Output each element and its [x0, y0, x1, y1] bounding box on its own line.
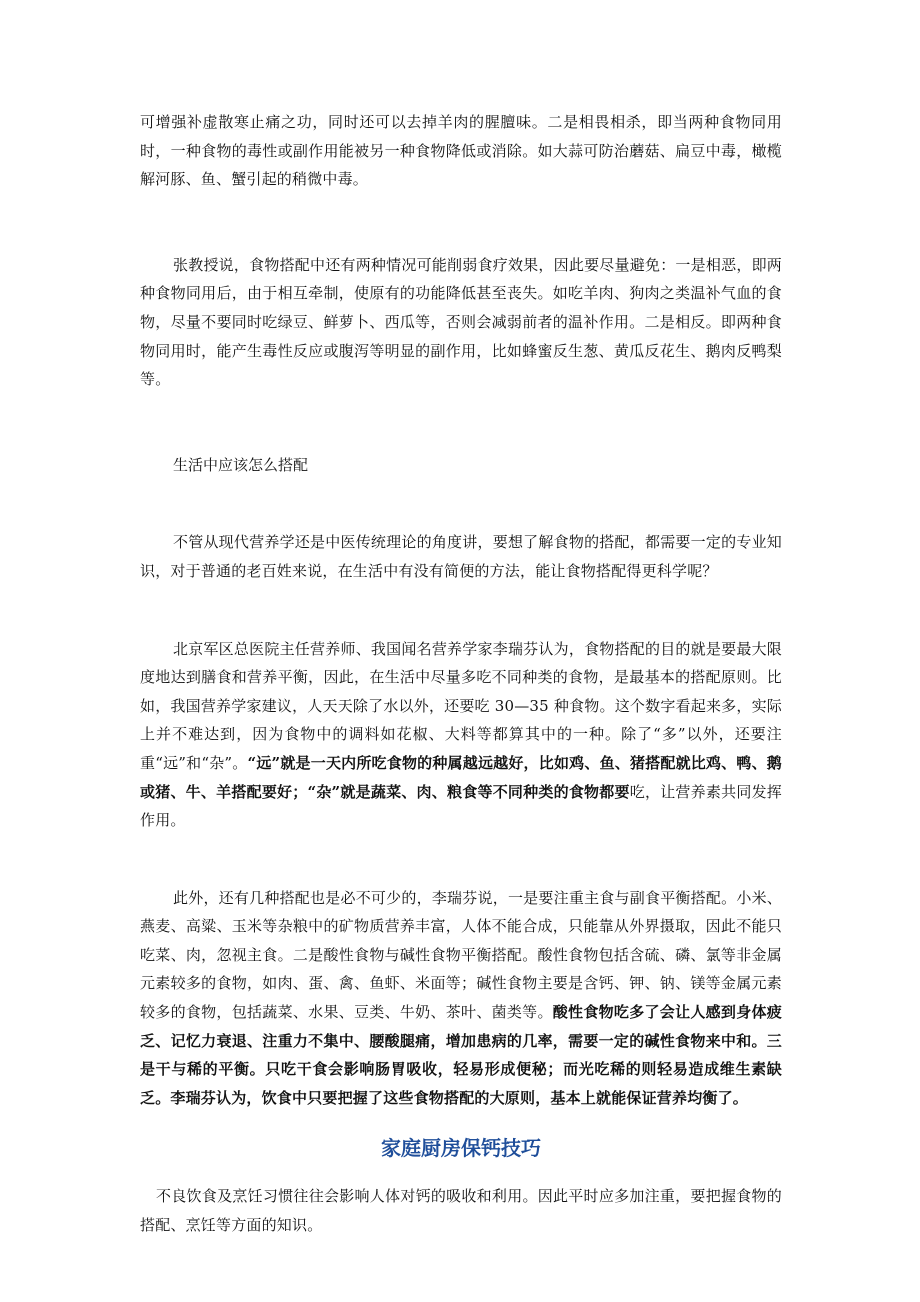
paragraph-5-bold-text: 酸性食物吃多了会让人感到身体疲乏、记忆力衰退、注重力不集中、腰酸腿痛，增加患病的几率，需要一定的碱性食物来中和。三是干与稀的平衡。只吃干食会影响肠胃吸收，轻易形成便秘；而光吃稀的则轻易造成维生素缺乏。李瑞芬认为，饮食中只要把握了这些食物搭配的大原则，基本上就能保证营养均衡了。 [140, 1003, 782, 1107]
subheading-how-to-pair [140, 451, 782, 480]
document-page [140, 108, 782, 1240]
paragraph-4-bold-text: “远”就是一天内所吃食物的种属越远越好，比如鸡、鱼、猪搭配就比鸡、鸭、鹅或猪、牛、羊搭配要好；“杂”就是蔬菜、肉、粮食等不同种类的食物都要 [140, 753, 782, 801]
paragraph-5 [140, 884, 782, 1113]
paragraph-4 [140, 635, 782, 835]
paragraph-4-tail-text: 吃，让营养素共同发挥作用。 [140, 782, 782, 830]
paragraph-2 [140, 251, 782, 394]
paragraph-1-text: 可增强补虚散寒止痛之功，同时还可以去掉羊肉的腥膻味。二是相畏相杀，即当两种食物同用时，一种食物的毒性或副作用能被另一种食物降低或消除。如大蒜可防治蘑菇、扁豆中毒，橄榄解河豚、鱼、蟹引起的稍微中毒。 [140, 113, 782, 189]
subheading-text: 生活中应该怎么搭配 [173, 455, 309, 474]
section-title [140, 1132, 782, 1164]
paragraph-2-text: 张教授说，食物搭配中还有两种情况可能削弱食疗效果，因此要尽量避免：一是相恶，即两种食物同用后，由于相互牵制，使原有的功能降低甚至丧失。如吃羊肉、狗肉之类温补气血的食物，尽量不要同时吃绿豆、鲜萝卜、西瓜等，否则会减弱前者的温补作用。二是相反。即两种食物同用时，能产生毒性反应或腹泻等明显的副作用，比如蜂蜜反生葱、黄瓜反花生、鹅肉反鸭梨等。 [140, 255, 782, 389]
paragraph-1 [140, 108, 782, 194]
paragraph-6-text: 不良饮食及烹饪习惯往往会影响人体对钙的吸收和利用。因此平时应多加注重，要把握食物的搭配、烹饪等方面的知识。 [140, 1187, 782, 1235]
paragraph-3-text: 不管从现代营养学还是中医传统理论的角度讲，要想了解食物的搭配，都需要一定的专业知识，对于普通的老百姓来说，在生活中有没有简便的方法，能让食物搭配得更科学呢？ [140, 533, 782, 580]
paragraph-3 [140, 528, 782, 585]
paragraph-5-text: 此外，还有几种搭配也是必不可少的，李瑞芬说，一是要注重主食与副食平衡搭配。小米、燕麦、高粱、玉米等杂粮中的矿物质营养丰富，人体不能合成，只能靠从外界摄取，因此不能只吃菜、肉，忽视主食。二是酸性食物与碱性食物平衡搭配。酸性食物包括含硫、磷、氯等非金属元素较多的食物，如肉、蛋、禽、鱼虾、米面等；碱性食物主要是含钙、钾、钠、镁等金属元素较多的食物，包括蔬菜、水果、豆类、牛奶、茶叶、菌类等。 [140, 888, 782, 1022]
paragraph-4-text: 北京军区总医院主任营养师、我国闻名营养学家李瑞芬认为，食物搭配的目的就是要最大限度地达到膳食和营养平衡，因此，在生活中尽量多吃不同种类的食物，是最基本的搭配原则。比如，我国营养学家建议，人天天除了水以外，还要吃 30—35 种食物。这个数字看起来多，实际上并不难达到，因为食物中的调料如花椒、大料等都算其中的一种。除了“多”以外，还要注重“远”和“杂”。 [140, 639, 782, 772]
section-title-text: 家庭厨房保钙技巧 [381, 1136, 541, 1161]
paragraph-6 [140, 1182, 782, 1239]
